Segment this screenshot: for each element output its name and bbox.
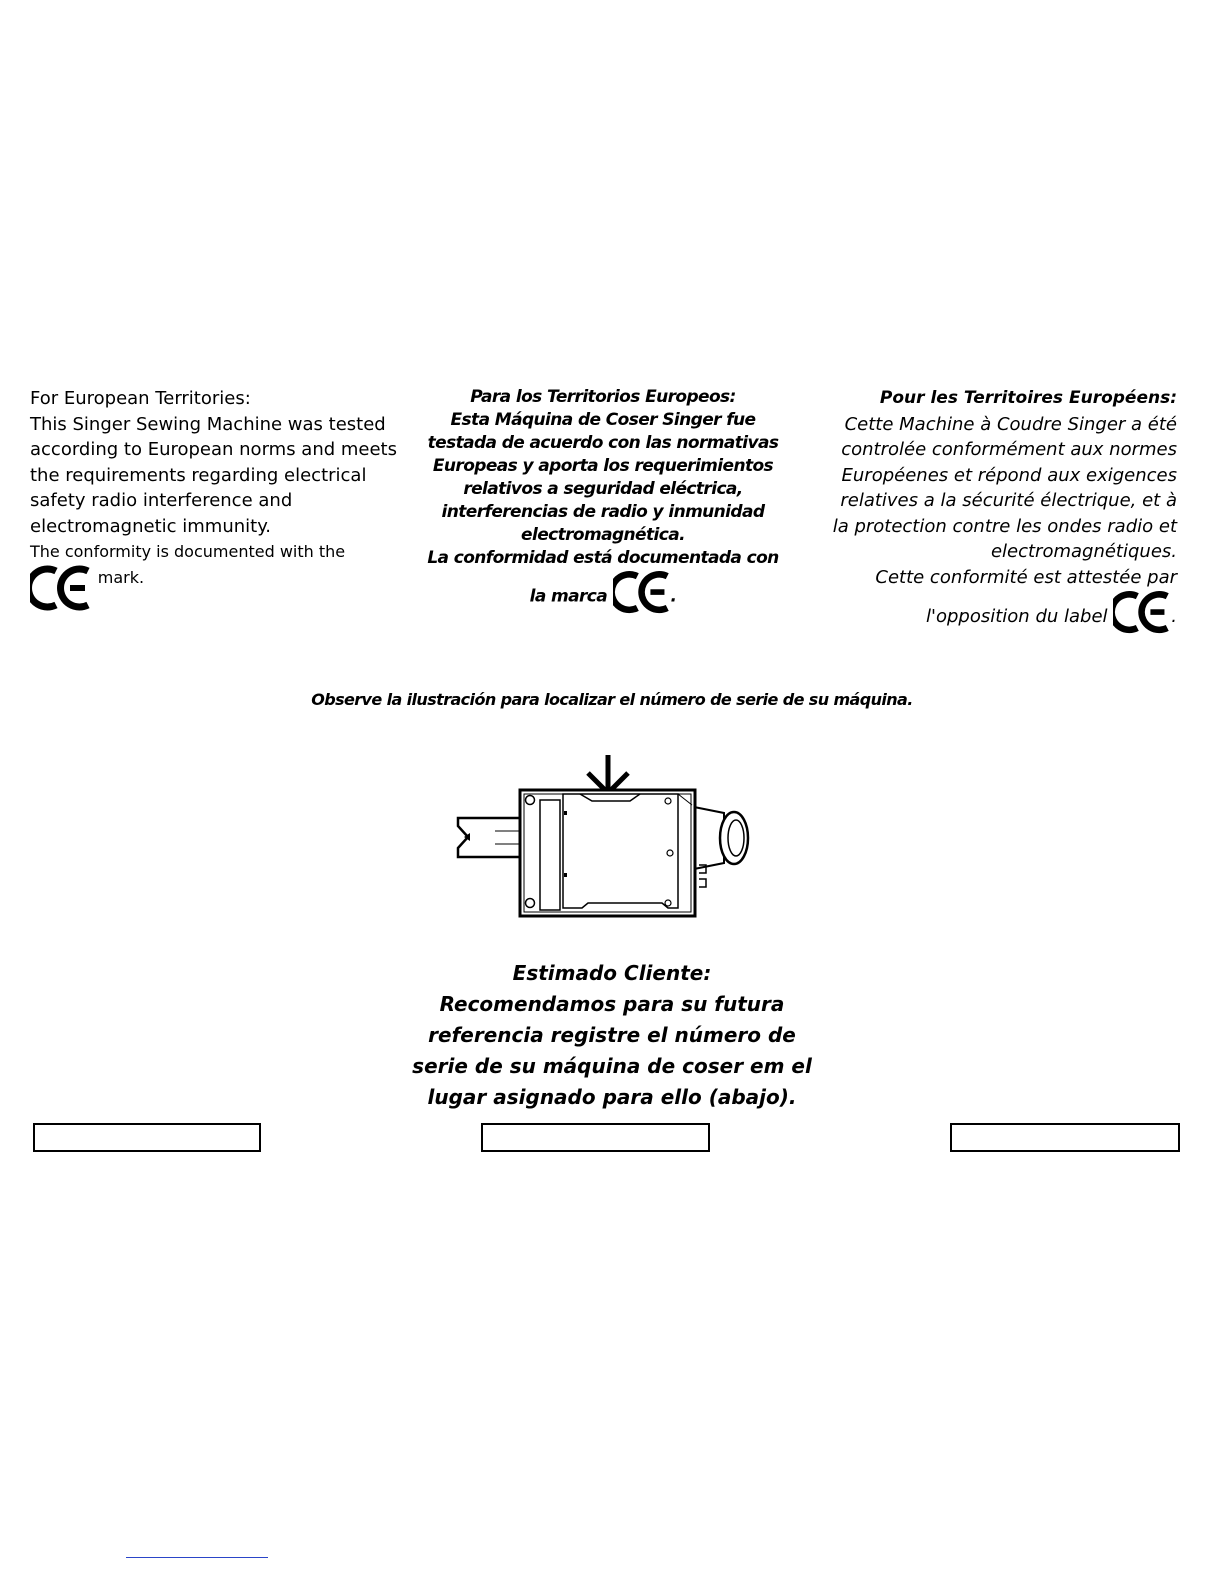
french-line-7: Cette conformité est attestée par: [875, 566, 1177, 588]
english-heading: For European Territories:: [30, 388, 251, 409]
customer-note-line-1: Recomendamos para su futura: [439, 992, 785, 1016]
customer-note-line-4: lugar asignado para ello (abajo).: [427, 1085, 797, 1109]
ce-mark-icon: [613, 570, 671, 623]
serial-number-box-french[interactable]: [950, 1123, 1180, 1152]
english-mark-label: mark.: [97, 568, 145, 587]
spanish-line-1: Esta Máquina de Coser Singer fue: [450, 410, 756, 430]
english-line-5: electromagnetic immunity.: [30, 515, 272, 537]
french-notice: [805, 386, 1177, 644]
serial-number-box-spanish[interactable]: [481, 1123, 710, 1152]
spanish-line-7: La conformidad está documentada con: [427, 548, 779, 568]
footer-rule: [126, 1557, 268, 1558]
spanish-line-6: electromagnética.: [521, 525, 685, 545]
ce-mark-icon: [30, 565, 92, 613]
english-mark-row: [30, 565, 405, 613]
spanish-line-4: relativos a seguridad eléctrica,: [463, 479, 743, 499]
french-mark-suffix: .: [1171, 605, 1177, 627]
spanish-mark-prefix: la marca: [529, 586, 608, 607]
french-mark-prefix: l'opposition du label: [926, 605, 1108, 627]
spanish-line-3: Europeas y aporta los requerimientos: [432, 456, 774, 476]
down-arrow-icon: [588, 755, 628, 793]
french-line-5: la protection contre les ondes radio et: [832, 515, 1177, 537]
spanish-mark-suffix: .: [670, 586, 677, 607]
english-notice: [30, 386, 405, 613]
customer-note-line-3: serie de su máquina de coser em el: [412, 1054, 812, 1078]
english-line-2: according to European norms and meets: [30, 439, 397, 460]
customer-note: [312, 958, 912, 1113]
ce-mark-icon: [1113, 590, 1171, 644]
spanish-mark-row: [418, 570, 788, 623]
english-line-1: This Singer Sewing Machine was tested: [30, 413, 386, 435]
spanish-line-5: interferencias de radio y inmunidad: [441, 502, 765, 522]
french-line-3: Européenes et répond aux exigences: [841, 464, 1177, 486]
french-mark-row: [805, 590, 1177, 644]
french-line-2: controlée conformément aux normes: [841, 439, 1177, 460]
machine-illustration: [440, 745, 770, 930]
french-line-4: relatives a la sécurité électrique, et à: [840, 490, 1177, 511]
spanish-line-2: testada de acuerdo con las normativas: [427, 433, 779, 453]
serial-number-box-english[interactable]: [33, 1123, 261, 1152]
french-line-1: Cette Machine à Coudre Singer a été: [844, 413, 1177, 435]
customer-note-title: Estimado Cliente:: [512, 961, 712, 985]
english-line-4: safety radio interference and: [30, 490, 293, 511]
customer-note-line-2: referencia registre el número de: [428, 1023, 796, 1047]
spanish-heading: Para los Territorios Europeos:: [470, 387, 736, 407]
serial-location-instruction: Observe la ilustración para localizar el número de serie de su máquina.: [311, 690, 913, 709]
french-line-6: electromagnétiques.: [990, 541, 1177, 562]
french-heading: Pour les Territoires Européens:: [879, 388, 1177, 408]
spanish-notice: [418, 386, 788, 623]
english-conformity: The conformity is documented with the: [30, 542, 346, 561]
english-line-3: the requirements regarding electrical: [30, 464, 367, 486]
